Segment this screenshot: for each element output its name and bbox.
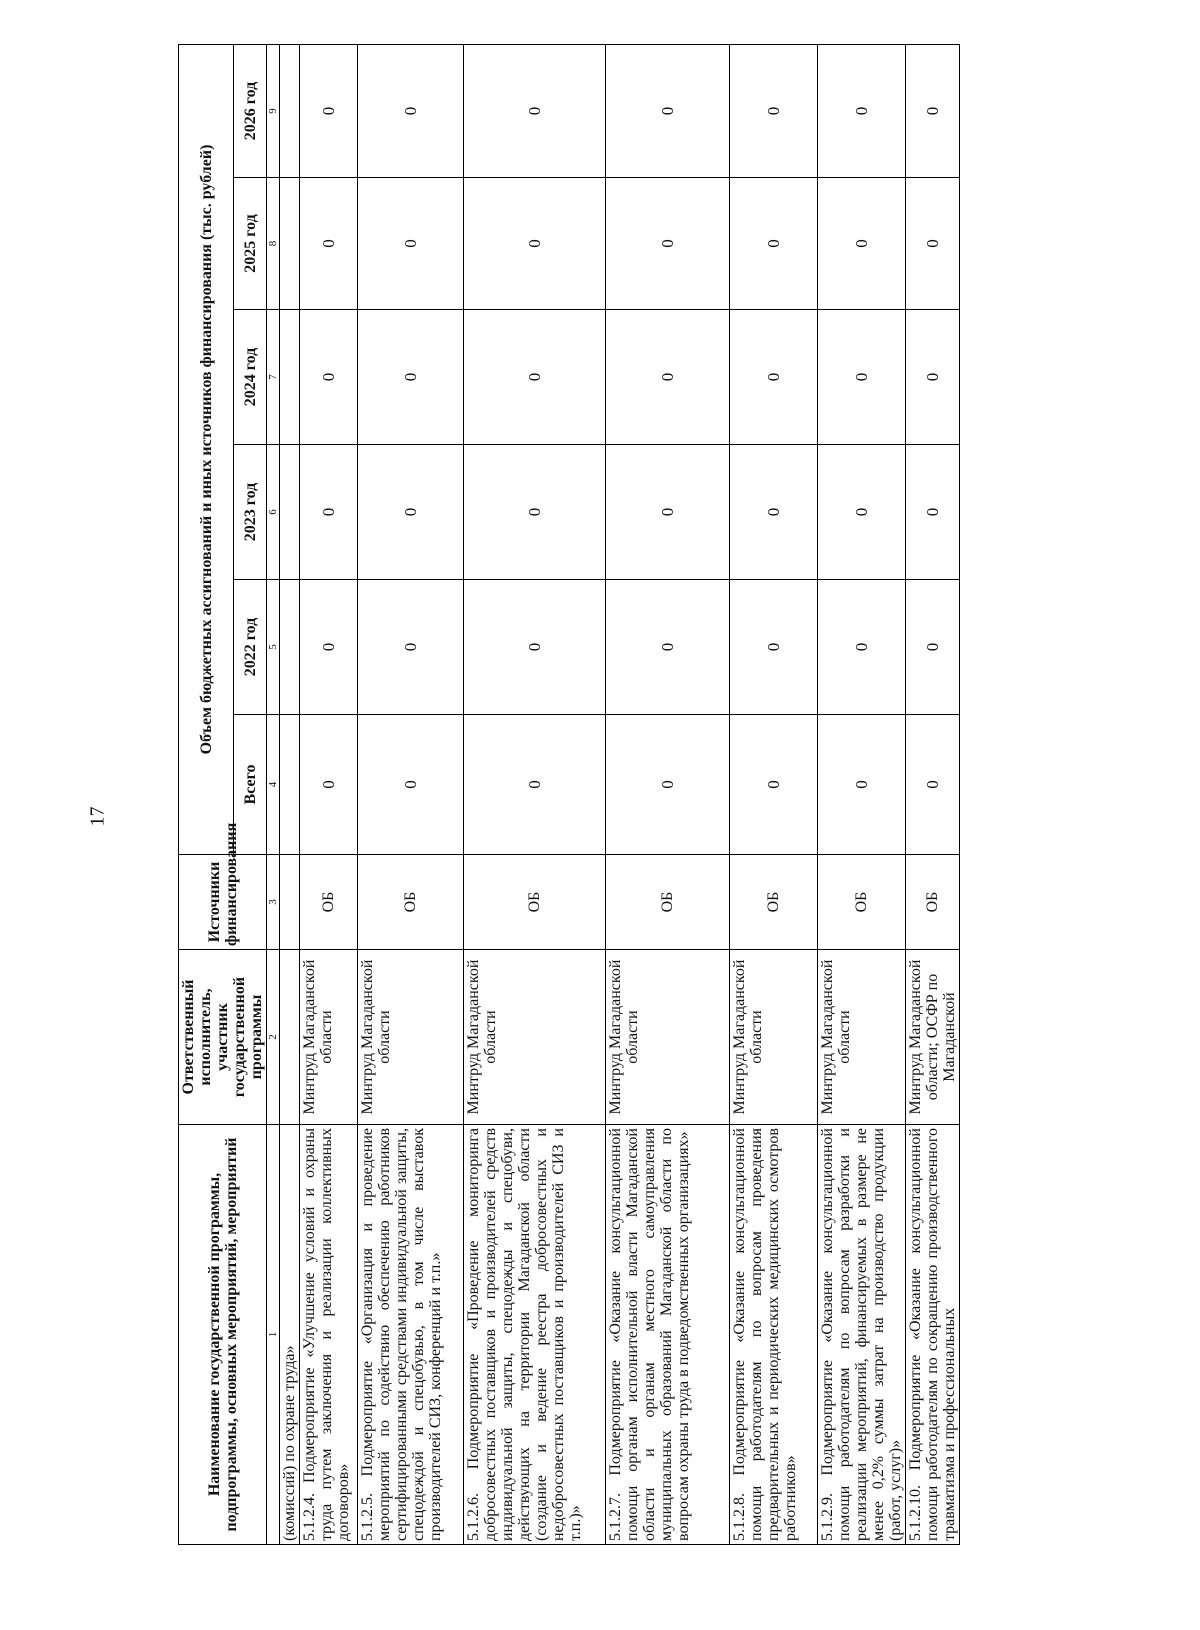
executor: Минтруд Магаданской области xyxy=(464,950,606,1125)
funding-value: 0 xyxy=(818,44,906,177)
funding-source: ОБ xyxy=(606,855,730,950)
table-row xyxy=(818,44,906,1544)
header-year: 2026 год xyxy=(234,44,267,177)
column-number: 9 xyxy=(267,44,280,177)
funding-value: 0 xyxy=(730,445,818,580)
funding-source: ОБ xyxy=(906,855,960,950)
rotated-table-wrapper xyxy=(178,45,1058,1545)
funding-value: 0 xyxy=(358,445,464,580)
executor: Минтруд Магаданской области xyxy=(358,950,464,1125)
executor: Минтруд Магаданской области; ОСФР по Магаданской xyxy=(906,950,960,1125)
funding-value: 0 xyxy=(358,580,464,715)
funding-value: 0 xyxy=(818,178,906,310)
table-row xyxy=(464,44,606,1544)
measure-name: 5.1.2.7. Подмероприятие «Оказание консультационной помощи органам исполнительной власти Магаданской области и органам местного самоуправления муниципальных образований Магаданской области по вопросам охраны труда в подведомственных организациях» xyxy=(606,1125,730,1545)
funding-value: 0 xyxy=(818,310,906,445)
funding-value: 0 xyxy=(464,445,606,580)
funding-value: 0 xyxy=(730,44,818,177)
measure-name: 5.1.2.10. Подмероприятие «Оказание консультационной помощи работодателям по сокращению производственного травматизма и профессиональных xyxy=(906,1125,960,1545)
funding-value: 0 xyxy=(606,580,730,715)
funding-source: ОБ xyxy=(464,855,606,950)
funding-value: 0 xyxy=(464,178,606,310)
funding-value: 0 xyxy=(300,580,358,715)
funding-value: 0 xyxy=(606,715,730,855)
funding-value: 0 xyxy=(606,445,730,580)
header-executor: Ответственный исполнитель, участник государственной программы xyxy=(179,950,267,1125)
funding-value: 0 xyxy=(730,178,818,310)
executor: Минтруд Магаданской области xyxy=(730,950,818,1125)
funding-value: 0 xyxy=(606,44,730,177)
executor: Минтруд Магаданской области xyxy=(300,950,358,1125)
page-number: 17 xyxy=(86,806,109,827)
funding-value: 0 xyxy=(906,310,960,445)
funding-source: ОБ xyxy=(300,855,358,950)
column-number: 2 xyxy=(267,950,280,1125)
measure-name: 5.1.2.5. Подмероприятие «Организация и проведение мероприятий по содействию обеспечению работников сертифицированными средствами индивидуальной защиты, спецодеждой и спецобувью, в том числе выставок производителей СИЗ, конференций и т.п.» xyxy=(358,1125,464,1545)
funding-value: 0 xyxy=(906,715,960,855)
column-number: 4 xyxy=(267,715,280,855)
column-number: 5 xyxy=(267,580,280,715)
measure-name: 5.1.2.6. Подмероприятие «Проведение мониторинга добросовестных поставщиков и производителей средств индивидуальной защиты, спецодежды и спецобуви, действующих на территории Магаданской области (создание и ведение реестра добросовестных и недобросовестных поставщиков и производителей СИЗ и т.п.)» xyxy=(464,1125,606,1545)
measure-name: 5.1.2.9. Подмероприятие «Оказание консультационной помощи работодателям по вопросам разработки и реализации мероприятий, финансируемых в размере не менее 0,2% суммы затрат на производство продукции (работ, услуг)» xyxy=(818,1125,906,1545)
funding-value: 0 xyxy=(300,178,358,310)
header-year: 2024 год xyxy=(234,310,267,445)
header-source: Источники финансирования xyxy=(179,855,267,950)
funding-value: 0 xyxy=(464,715,606,855)
header-year: 2025 год xyxy=(234,178,267,310)
header-name: Наименование государственной программы, подпрограммы, основных мероприятий, мероприятий xyxy=(179,1125,267,1545)
funding-value: 0 xyxy=(358,715,464,855)
funding-value: 0 xyxy=(464,310,606,445)
funding-value: 0 xyxy=(818,715,906,855)
executor: Минтруд Магаданской области xyxy=(606,950,730,1125)
table-row xyxy=(358,44,464,1544)
funding-source: ОБ xyxy=(358,855,464,950)
funding-value: 0 xyxy=(906,445,960,580)
header-year: 2023 год xyxy=(234,445,267,580)
table-row xyxy=(906,44,960,1544)
header-year: 2022 год xyxy=(234,580,267,715)
funding-source: ОБ xyxy=(818,855,906,950)
column-number: 7 xyxy=(267,310,280,445)
measure-name: 5.1.2.8. Подмероприятие «Оказание консультационной помощи работодателям по вопросам проведения предварительных и периодических медицинских осмотров работников» xyxy=(730,1125,818,1545)
funding-value: 0 xyxy=(464,580,606,715)
funding-value: 0 xyxy=(730,580,818,715)
funding-value: 0 xyxy=(906,580,960,715)
column-number: 3 xyxy=(267,855,280,950)
table-row xyxy=(730,44,818,1544)
funding-value: 0 xyxy=(300,715,358,855)
column-number: 1 xyxy=(267,1125,280,1545)
column-number: 6 xyxy=(267,445,280,580)
continuation-text: (комиссий) по охране труда» xyxy=(280,1125,300,1545)
funding-value: 0 xyxy=(606,310,730,445)
funding-value: 0 xyxy=(818,445,906,580)
funding-source: ОБ xyxy=(730,855,818,950)
table-row xyxy=(300,44,358,1544)
funding-value: 0 xyxy=(464,44,606,177)
header-year: Всего xyxy=(234,715,267,855)
funding-value: 0 xyxy=(300,445,358,580)
measure-name: 5.1.2.4. Подмероприятие «Улучшение условий и охраны труда путем заключения и реализации коллективных договоров» xyxy=(300,1125,358,1545)
funding-value: 0 xyxy=(300,44,358,177)
funding-value: 0 xyxy=(906,44,960,177)
funding-value: 0 xyxy=(818,580,906,715)
funding-value: 0 xyxy=(906,178,960,310)
funding-value: 0 xyxy=(358,310,464,445)
executor: Минтруд Магаданской области xyxy=(818,950,906,1125)
table-row xyxy=(606,44,730,1544)
funding-value: 0 xyxy=(730,715,818,855)
funding-value: 0 xyxy=(730,310,818,445)
funding-table xyxy=(178,44,960,1545)
header-funding: Объем бюджетных ассигнований и иных источников финансирования (тыс. рублей) xyxy=(179,44,234,854)
column-number: 8 xyxy=(267,178,280,310)
funding-value: 0 xyxy=(606,178,730,310)
funding-value: 0 xyxy=(358,44,464,177)
funding-value: 0 xyxy=(358,178,464,310)
funding-value: 0 xyxy=(300,310,358,445)
